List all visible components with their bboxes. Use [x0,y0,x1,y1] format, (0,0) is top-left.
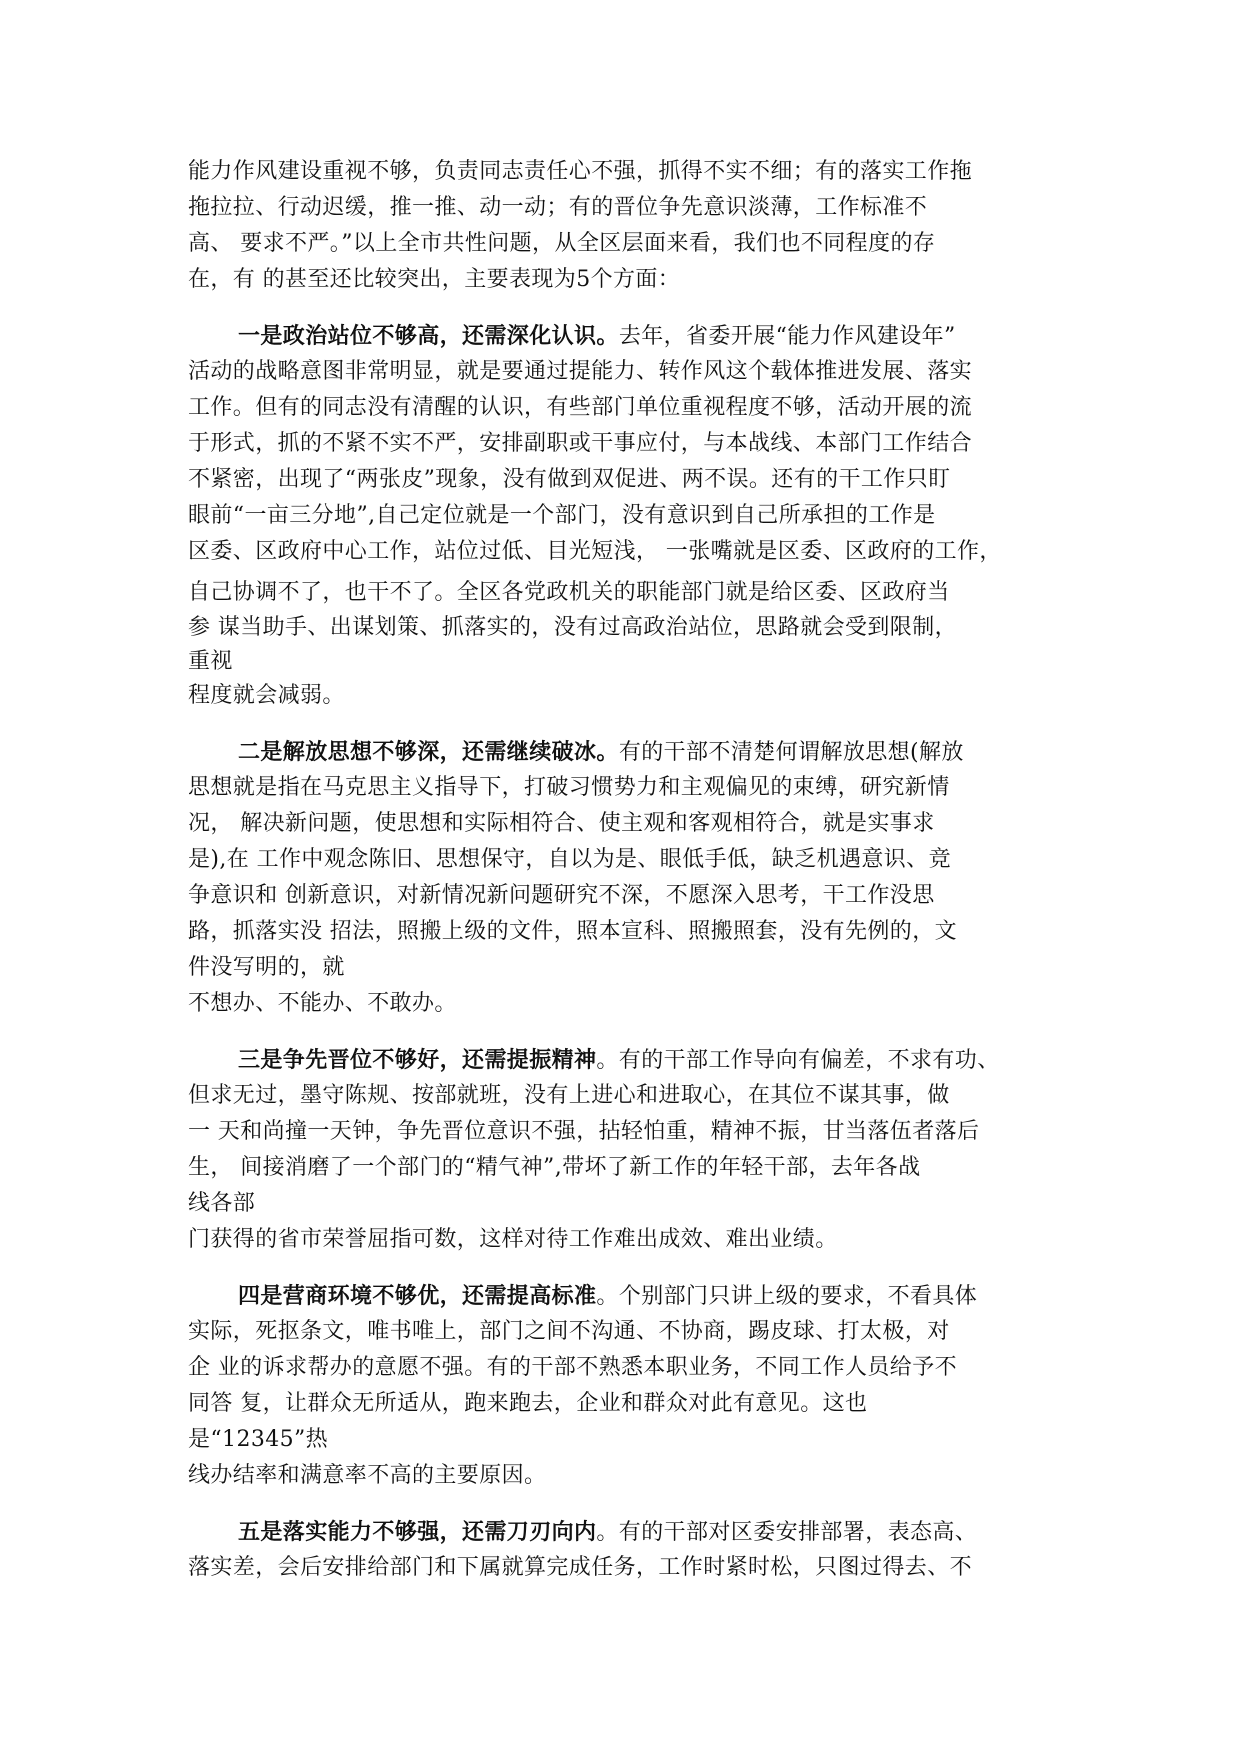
body-line: 工作。但有的同志没有清醒的认识，有些部门单位重视程度不够，活动开展的流 [188,395,973,420]
body-line: 区委、区政府中心工作，站位过低、目光短浅， 一张嘴就是区委、区政府的工作， [188,539,1002,564]
body-line: 实际，死抠条文，唯书唯上，部门之间不沟通、不协商，踢皮球、打太极，对 [188,1319,950,1344]
section-heading: 五是落实能力不够强，还需刀刃向内 [238,1519,597,1545]
body-line: 重视 [188,649,233,674]
body-line: 是),在 工作中观念陈旧、思想保守，自以为是、眼低手低，缺乏机遇意识、竞 [188,847,951,872]
body-line: 一 天和尚撞一天钟，争先晋位意识不强，拈轻怕重，精神不振，甘当落伍者落后 [188,1119,980,1144]
body-line: 门获得的省市荣誉屈指可数，这样对待工作难出成效、难出业绩。 [188,1227,838,1252]
section-text: 。有的干部工作导向有偏差，不求有功、 [596,1048,1000,1073]
section-text: 去年，省委开展“能力作风建设年” [618,324,956,349]
body-line: 争意识和 创新意识，对新情况新问题研究不深，不愿深入思考，干工作没思 [188,883,935,908]
section-5-first-line [238,1516,977,1549]
body-line: 线各部 [188,1191,256,1216]
section-heading: 一是政治站位不够高，还需深化认识。 [238,323,619,349]
body-line: 路，抓落实没 招法，照搬上级的文件，照本宣科、照搬照套，没有先例的，文 [188,919,957,944]
section-heading: 三是争先晋位不够好，还需提振精神 [238,1047,597,1073]
section-4-first-line [238,1280,977,1313]
body-line: 自己协调不了，也干不了。全区各党政机关的职能部门就是给区委、区政府当 [188,580,950,605]
intro-line: 拖拉拉、行动迟缓，推一推、动一动；有的晋位争先意识淡薄，工作标准不 [188,195,928,220]
section-heading: 四是营商环境不够优，还需提高标准 [238,1283,597,1309]
section-heading: 二是解放思想不够深，还需继续破冰。 [238,739,619,765]
section-text: 。有的干部对区委安排部署，表态高、 [596,1520,978,1545]
body-line: 思想就是指在马克思主义指导下，打破习惯势力和主观偏见的束缚，研究新情 [188,775,950,800]
body-line: 不紧密，出现了“两张皮”现象，没有做到双促进、两不误。还有的干工作只盯 [188,467,951,492]
body-line: 生， 间接消磨了一个部门的“精气神”,带坏了新工作的年轻干部，去年各战 [188,1155,921,1180]
body-line: 同答 复，让群众无所适从，跑来跑去，企业和群众对此有意见。这也 [188,1391,868,1416]
intro-line: 能力作风建设重视不够，负责同志责任心不强，抓得不实不细；有的落实工作拖 [188,159,973,184]
body-line: 线办结率和满意率不高的主要原因。 [188,1463,547,1488]
body-line: 活动的战略意图非常明显，就是要通过提能力、转作风这个载体推进发展、落实 [188,359,973,384]
body-line: 企 业的诉求帮办的意愿不强。有的干部不熟悉本职业务，不同工作人员给予不 [188,1355,957,1380]
intro-line: 在，有 的甚至还比较突出，主要表现为5个方面： [188,267,681,292]
body-line: 是“12345”热 [188,1427,329,1452]
body-line: 程度就会减弱。 [188,683,345,708]
section-text: 有的干部不清楚何谓解放思想(解放 [618,740,964,765]
body-line: 不想办、不能办、不敢办。 [188,991,457,1016]
body-line: 况， 解决新问题，使思想和实际相符合、使主观和客观相符合，就是实事求 [188,811,935,836]
body-line: 但求无过，墨守陈规、按部就班，没有上进心和进取心，在其位不谋其事，做 [188,1083,950,1108]
section-1-first-line [238,320,956,353]
section-text: 。个别部门只讲上级的要求，不看具体 [596,1284,978,1309]
body-line: 落实差，会后安排给部门和下属就算完成任务，工作时紧时松，只图过得去、不 [188,1555,973,1580]
body-line: 于形式，抓的不紧不实不严，安排副职或干事应付，与本战线、本部门工作结合 [188,431,973,456]
body-line: 件没写明的，就 [188,955,345,980]
body-line: 参 谋当助手、出谋划策、抓落实的，没有过高政治站位，思路就会受到限制， [188,615,957,640]
section-2-first-line [238,736,964,769]
section-3-first-line [238,1044,1000,1077]
intro-line: 高、 要求不严。”以上全市共性问题，从全区层面来看，我们也不同程度的存 [188,231,936,256]
body-line: 眼前“一亩三分地”,自己定位就是一个部门，没有意识到自己所承担的工作是 [188,503,936,528]
